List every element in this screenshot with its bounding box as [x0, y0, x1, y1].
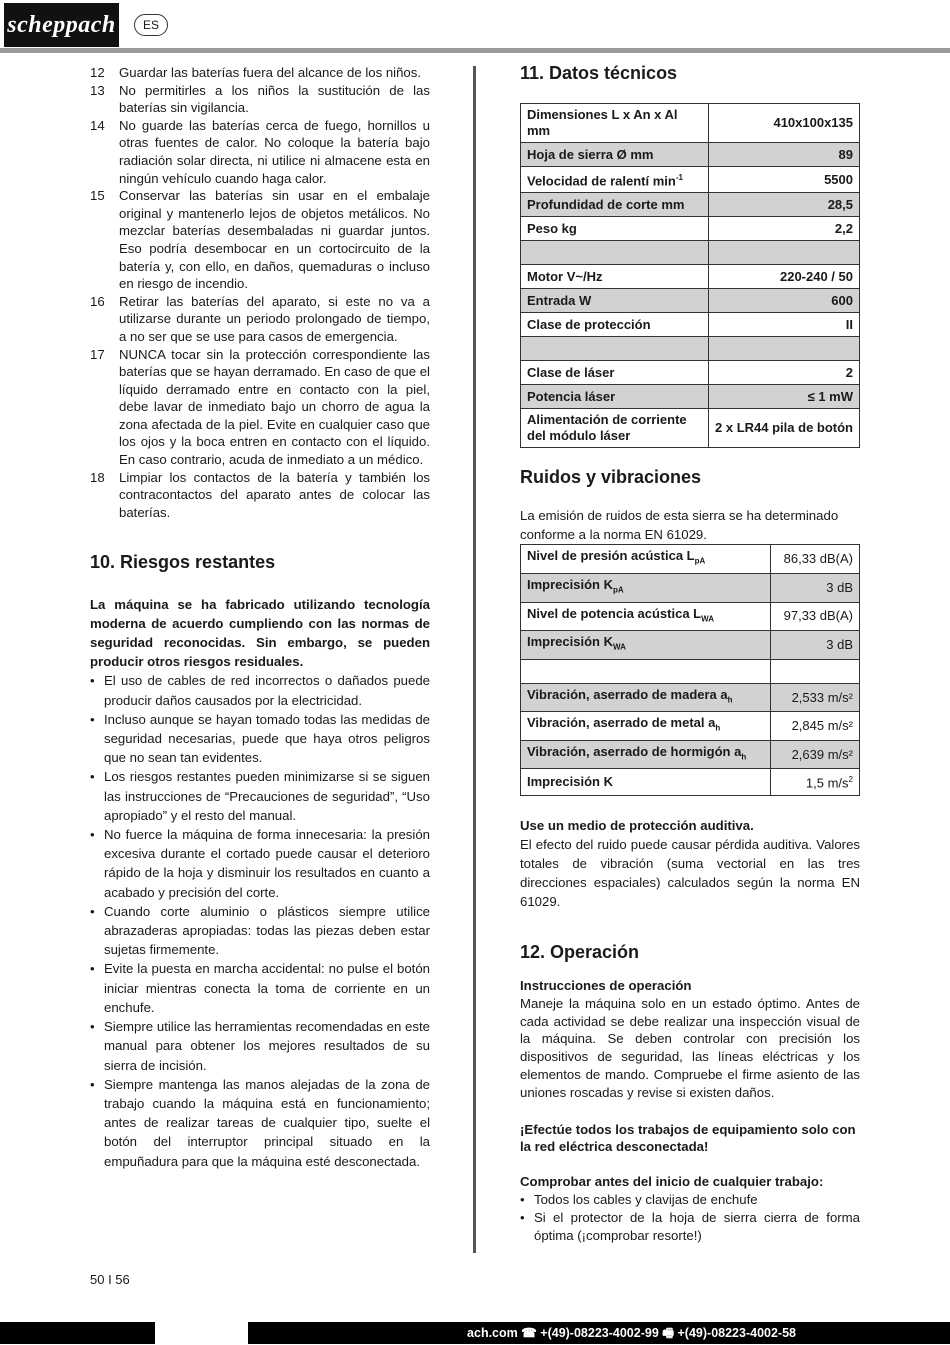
row-label — [521, 265, 709, 289]
noise-intro: La emisión de ruidos de esta sierra se ha determinado conforme a la norma EN 61029. — [520, 508, 839, 543]
value-text: 86,33 dB(A) — [783, 551, 853, 567]
item-number: 15 — [90, 188, 105, 204]
bullet-item: • Los riesgos restantes pueden minimizarse si se siguen las instrucciones de “Precauciones de seguridad”, “Uso apropiado” y el resto del manual. — [90, 767, 430, 825]
label-sub: h — [727, 695, 733, 705]
value-text: 2 x LR44 pila de botón — [715, 420, 853, 436]
row-value — [771, 712, 860, 741]
numbered-item — [90, 293, 430, 346]
row-label — [521, 361, 709, 385]
numbered-item — [90, 82, 430, 117]
row-value — [709, 241, 860, 265]
label-text: Clase de protección — [527, 316, 651, 332]
row-label — [521, 313, 709, 337]
row-label — [521, 712, 771, 741]
row-value — [771, 573, 860, 602]
label-text: Peso kg — [527, 220, 577, 236]
table-row — [521, 104, 860, 143]
risk-title: 10. Riesgos restantes — [90, 552, 276, 573]
table-row — [521, 313, 860, 337]
page-header — [0, 0, 950, 52]
label-text: Imprecisión K — [527, 774, 613, 790]
footer-white-gap — [155, 1322, 248, 1344]
table-row — [521, 361, 860, 385]
value-text: 600 — [831, 292, 853, 308]
value-text: II — [845, 316, 853, 332]
noise-vibration-table — [520, 544, 860, 795]
item-text: Guardar las baterías fuera del alcance de los niños. — [119, 65, 422, 80]
row-value — [709, 289, 860, 313]
row-label — [521, 104, 709, 143]
row-value — [771, 769, 860, 795]
item-text: Limpiar los contactos de la batería y también los contracontactos del aparato antes de colocar las baterías. — [119, 469, 430, 520]
item-text: Conservar las baterías sin usar en el embalaje original y mantenerlo lejos de objetos metálicos. No mezclar baterías desembaladas ni guardar juntos. Eso podría desembocar en un cortocircuito de la batería y, con ello, en daños, quemaduras o incluso en riesgo de incendio. — [119, 188, 430, 292]
row-label — [521, 385, 709, 409]
label-text: Nivel de presión acústica L — [527, 548, 695, 564]
table-row — [521, 573, 860, 602]
row-label — [521, 241, 709, 265]
value-text: 3 dB — [826, 636, 853, 652]
row-value — [771, 659, 860, 683]
value-text: 2 — [845, 364, 853, 380]
label-sub: h — [741, 752, 747, 762]
item-number: 12 — [90, 65, 105, 80]
item-number: 16 — [90, 293, 105, 309]
value-text: 2,533 m/s² — [791, 689, 853, 705]
label-text: Vibración, aserrado de hormigón a — [527, 743, 742, 759]
row-value — [709, 337, 860, 361]
row-value — [709, 409, 860, 448]
label-text: Entrada W — [527, 292, 592, 308]
operation-title: 12. Operación — [520, 941, 640, 962]
protect-bold: Use un medio de protección auditiva. — [520, 817, 754, 833]
page-number: 50 I 56 — [90, 1272, 130, 1287]
row-value — [709, 385, 860, 409]
bullet-item: • Cuando corte aluminio o plásticos siempre utilice abrazaderas apropiadas: todas las piezas deben estar sujetas firmemente. — [90, 902, 430, 960]
table-row — [521, 659, 860, 683]
item-text: No permitirles a los niños la sustitución de las baterías sin vigilancia. — [119, 82, 430, 116]
value-text: 5500 — [824, 171, 853, 187]
row-value — [709, 104, 860, 143]
row-value — [771, 545, 860, 574]
numbered-item — [90, 346, 430, 469]
right-column — [520, 62, 860, 1245]
value-text: 97,33 dB(A) — [783, 608, 853, 624]
row-label — [521, 602, 771, 631]
language-badge: ES — [134, 14, 168, 36]
item-number: 18 — [90, 469, 105, 485]
bullet-item: • Si el protector de la hoja de sierra cierra de forma óptima (¡comprobar resorte!) — [520, 1209, 860, 1245]
risk-intro: La máquina se ha fabricado utilizando tecnología moderna de acuerdo cumpliendo con las normas de seguridad reconocidas. Sin embargo, se pueden producir otros riesgos residuales. — [90, 597, 430, 670]
table-row — [521, 712, 860, 741]
table-row — [521, 265, 860, 289]
row-value — [771, 683, 860, 712]
label-sub: pA — [612, 585, 624, 595]
row-value — [709, 313, 860, 337]
row-label — [521, 683, 771, 712]
row-value — [709, 143, 860, 167]
item-text: NUNCA tocar sin la protección correspondiente las baterías que se hayan derramado. En caso de que el líquido derramado entre en contacto con la piel, debe lavar de inmediato bajo un chorro de agua la zona afectada de la piel. Evite en cualquier caso que los ojos y la boca entren en contacto con el líquido. En caso contrario, acuda de inmediato a un médico. — [119, 346, 430, 468]
row-label — [521, 337, 709, 361]
label-text: Vibración, aserrado de metal a — [527, 715, 716, 731]
tech-data-table — [520, 103, 860, 448]
label-text: Dimensiones L x An x Al mm — [527, 107, 678, 138]
value-text: 3 dB — [826, 579, 853, 595]
label-text: Alimentación de corriente del módulo láser — [527, 412, 687, 444]
row-label — [521, 573, 771, 602]
table-row — [521, 289, 860, 313]
table-row — [521, 241, 860, 265]
operation-warning: ¡Efectúe todos los trabajos de equipamiento solo con la red eléctrica desconectada! — [520, 1121, 856, 1155]
label-text: Clase de láser — [527, 364, 615, 380]
bullet-item: • Evite la puesta en marcha accidental: no pulse el botón iniciar mientras conecta la toma de corriente en un enchufe. — [90, 959, 430, 1017]
row-label — [521, 167, 709, 193]
check-bullet-list — [520, 1191, 860, 1244]
label-sub: pA — [694, 556, 706, 566]
row-value — [771, 602, 860, 631]
check-title: Comprobar antes del inicio de cualquier trabajo: — [520, 1174, 824, 1190]
bullet-item: • Siempre mantenga las manos alejadas de la zona de trabajo cuando la máquina está en funcionamiento; antes de realizar tareas de cualquier tipo, suelte el botón del interruptor principal situado en la empuñadura para que la máquina esté desconectada. — [90, 1075, 430, 1171]
label-text: Profundidad de corte mm — [527, 196, 685, 212]
bullet-item: • Todos los cables y clavijas de enchufe — [520, 1191, 860, 1209]
value-text: 28,5 — [827, 196, 853, 212]
item-text: Retirar las baterías del aparato, si este no va a utilizarse durante un periodo prolongado de tiempo, a no ser que se use para casos de emergencia. — [119, 293, 430, 344]
row-label — [521, 409, 709, 448]
label-text: Nivel de potencia acústica L — [527, 605, 702, 621]
item-number: 14 — [90, 117, 105, 133]
battery-instructions-list — [90, 64, 430, 521]
item-number: 13 — [90, 82, 105, 98]
table-row — [521, 385, 860, 409]
left-column — [90, 64, 430, 1171]
numbered-item — [90, 117, 430, 187]
table-row — [521, 193, 860, 217]
value-text: 2,845 m/s² — [791, 718, 853, 734]
bullet-item: • Siempre utilice las herramientas recomendadas en este manual para obtener los mejores resultados de su sierra de incisión. — [90, 1017, 430, 1075]
table-row — [521, 631, 860, 660]
noise-title: Ruidos y vibraciones — [520, 467, 702, 488]
row-label — [521, 143, 709, 167]
row-label — [521, 740, 771, 769]
value-text: 220-240 / 50 — [779, 268, 853, 284]
value-text: 89 — [838, 146, 853, 162]
scheppach-logo: scheppach — [4, 3, 119, 47]
bullet-item: • Incluso aunque se hayan tomado todas las medidas de seguridad necesarias, puede que haya otros peligros que no sean tan evidentes. — [90, 710, 430, 768]
value-text: 410x100x135 — [773, 115, 853, 130]
label-text: Imprecisión K — [527, 576, 613, 592]
value-text: 2,2 — [834, 220, 853, 236]
table-row — [521, 217, 860, 241]
label-text: Motor V~/Hz — [527, 268, 603, 284]
label-text: Potencia láser — [527, 388, 616, 404]
row-value — [709, 193, 860, 217]
row-label — [521, 659, 771, 683]
value-text: 2,639 m/s² — [791, 746, 853, 762]
item-number: 17 — [90, 346, 105, 362]
bullet-item: • El uso de cables de red incorrectos o dañados puede producir daños causados por la electricidad. — [90, 671, 430, 709]
row-label — [521, 217, 709, 241]
protect-text: El efecto del ruido puede causar pérdida auditiva. Valores totales de vibración (suma vectorial en las tres direcciones espaciales) calculados según la norma EN 61029. — [520, 836, 860, 909]
row-label — [521, 631, 771, 660]
label-sub: h — [715, 723, 721, 733]
value-sup: 2 — [848, 775, 853, 785]
row-label — [521, 193, 709, 217]
operation-text: Maneje la máquina solo en un estado óptimo. Antes de cada actividad se debe realizar una inspección visual de la máquina. Se deben controlar con precisión los dispositivos de seguridad, las líneas eléctricas y los elementos de mando. Compruebe el firme asiento de las uniones roscadas y revise si existen daños. — [520, 995, 860, 1100]
row-value — [709, 167, 860, 193]
table-row — [521, 602, 860, 631]
table-row — [521, 683, 860, 712]
value-text: ≤ 1 mW — [807, 388, 853, 404]
bullet-item: • No fuerce la máquina de forma innecesaria: la presión excesiva durante el cortado puede causar el deterioro rápido de la hoja y disminuir los resultados en cuanto a acabado y precisión del corte. — [90, 825, 430, 902]
numbered-item — [90, 187, 430, 293]
label-sup: -1 — [675, 173, 683, 182]
table-row — [521, 545, 860, 574]
row-value — [709, 361, 860, 385]
item-text: No guarde las baterías cerca de fuego, hornillos u otras fuentes de calor. No coloque la batería bajo radiación solar directa, ni utilice ni almacene esta en ningún vehículo cuando haga calor. — [119, 117, 430, 186]
row-value — [709, 217, 860, 241]
table-row — [521, 143, 860, 167]
tech-title: 11. Datos técnicos — [520, 63, 678, 83]
value-text: 1,5 m/s — [805, 775, 849, 791]
label-sub: WA — [701, 614, 715, 624]
footer-contact: ach.com ☎ +(49)-08223-4002-99 🖷 +(49)-08223-4002-58 — [467, 1326, 796, 1340]
label-text: Vibración, aserrado de madera a — [527, 686, 728, 702]
risk-bullet-list — [90, 671, 430, 1170]
label-text: Imprecisión K — [527, 634, 613, 650]
column-divider — [473, 66, 476, 1253]
table-row — [521, 337, 860, 361]
label-text: Velocidad de ralentí min — [527, 173, 676, 189]
header-bar — [0, 48, 950, 53]
row-label — [521, 545, 771, 574]
label-text: Hoja de sierra Ø mm — [527, 146, 654, 162]
row-value — [771, 740, 860, 769]
table-row — [521, 167, 860, 193]
table-row — [521, 740, 860, 769]
table-row — [521, 769, 860, 795]
numbered-item — [90, 64, 430, 82]
row-label — [521, 769, 771, 795]
row-value — [771, 631, 860, 660]
operation-subtitle: Instrucciones de operación — [520, 977, 692, 993]
table-row — [521, 409, 860, 448]
label-sub: WA — [612, 642, 626, 652]
row-value — [709, 265, 860, 289]
row-label — [521, 289, 709, 313]
numbered-item — [90, 469, 430, 522]
